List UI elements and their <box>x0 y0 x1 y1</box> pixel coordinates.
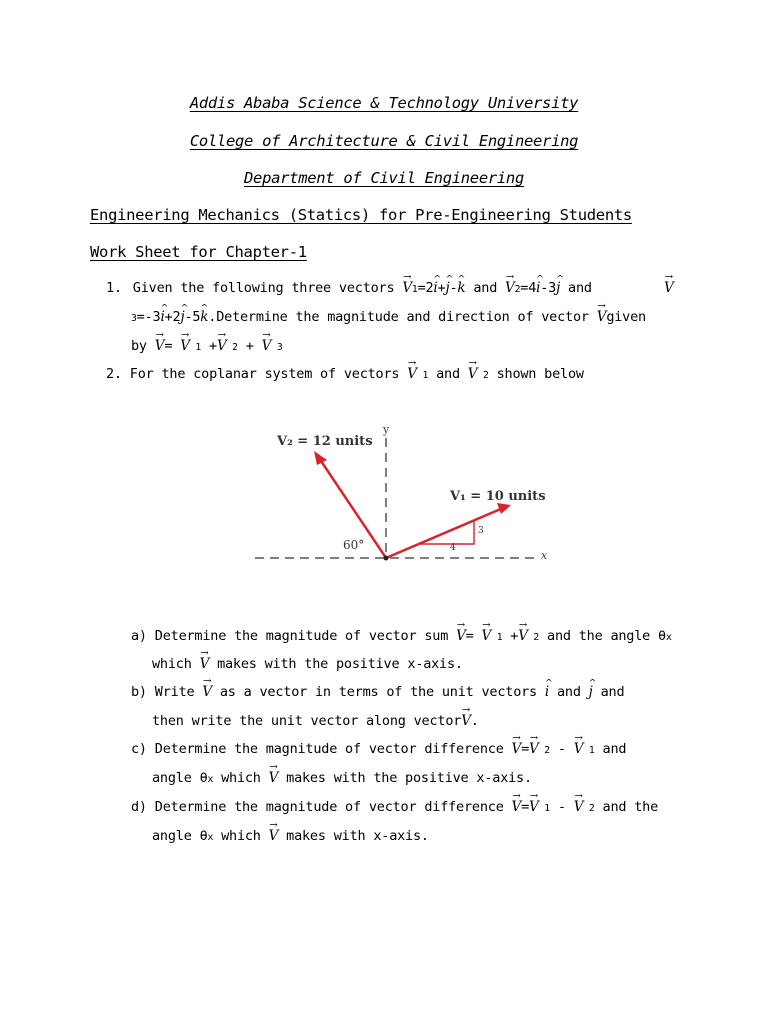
part-c-line-2: angle θx which → V makes with the positive x-axis. <box>152 770 532 786</box>
course-title: Engineering Mechanics (Statics) for Pre-Engineering Students <box>90 206 632 224</box>
angle-label: 60° <box>343 538 365 552</box>
department-title: Department of Civil Engineering <box>244 169 524 187</box>
slope-rise-label: 3 <box>478 526 484 536</box>
slope-run-label: 4 <box>450 543 456 553</box>
x-axis-label: x <box>541 549 548 562</box>
question-2: 2. For the coplanar system of vectors → V 1 and → V 2 shown below <box>106 366 584 382</box>
part-b-line-2: then write the unit vector along vector→ V. <box>152 713 479 729</box>
origin-point <box>384 556 389 561</box>
question-1-line-3: by → V= → V 1 +→ V 2 + → V 3 <box>131 338 283 354</box>
y-axis-label: y <box>383 423 390 436</box>
part-d-line-2: angle θx which → V makes with x-axis. <box>152 828 429 844</box>
part-a-line-2: which → V makes with the positive x-axis. <box>152 656 463 672</box>
v1-arrowhead <box>497 503 511 514</box>
slope-hypotenuse <box>420 521 474 544</box>
part-a-line-1: a) Determine the magnitude of vector sum → V= → V 1 +→ V 2 and the angle θx <box>131 628 672 644</box>
part-d-line-1: d) Determine the magnitude of vector difference → V=→ V 1 - → V 2 and the <box>131 799 658 815</box>
v2-arrowhead <box>314 451 327 465</box>
v2-label: V₂ = 12 units <box>277 434 373 449</box>
question-1-line-2: 3=-3^ i+2^ j-5^ k.Determine the magnitude and direction of vector → Vgiven <box>131 309 646 325</box>
college-title: College of Architecture & Civil Engineering <box>189 132 579 150</box>
part-c-line-1: c) Determine the magnitude of vector difference → V=→ V 2 - → V 1 and <box>131 741 626 757</box>
university-title: Addis Ababa Science & Technology University <box>189 94 579 112</box>
vector-diagram <box>255 420 565 570</box>
question-1-line-1: 1. Given the following three vectors → V1=2^ i+^ j-^ k and → V2=4^ i-3^ j and <box>106 280 592 296</box>
question-1-number: 1. <box>106 280 122 296</box>
question-2-number: 2. <box>106 366 122 382</box>
part-b-line-1: b) Write → V as a vector in terms of the unit vectors ^ i and ^ j and <box>131 684 624 700</box>
v1-label: V₁ = 10 units <box>450 489 546 504</box>
worksheet-title: Work Sheet for Chapter-1 <box>90 243 307 261</box>
